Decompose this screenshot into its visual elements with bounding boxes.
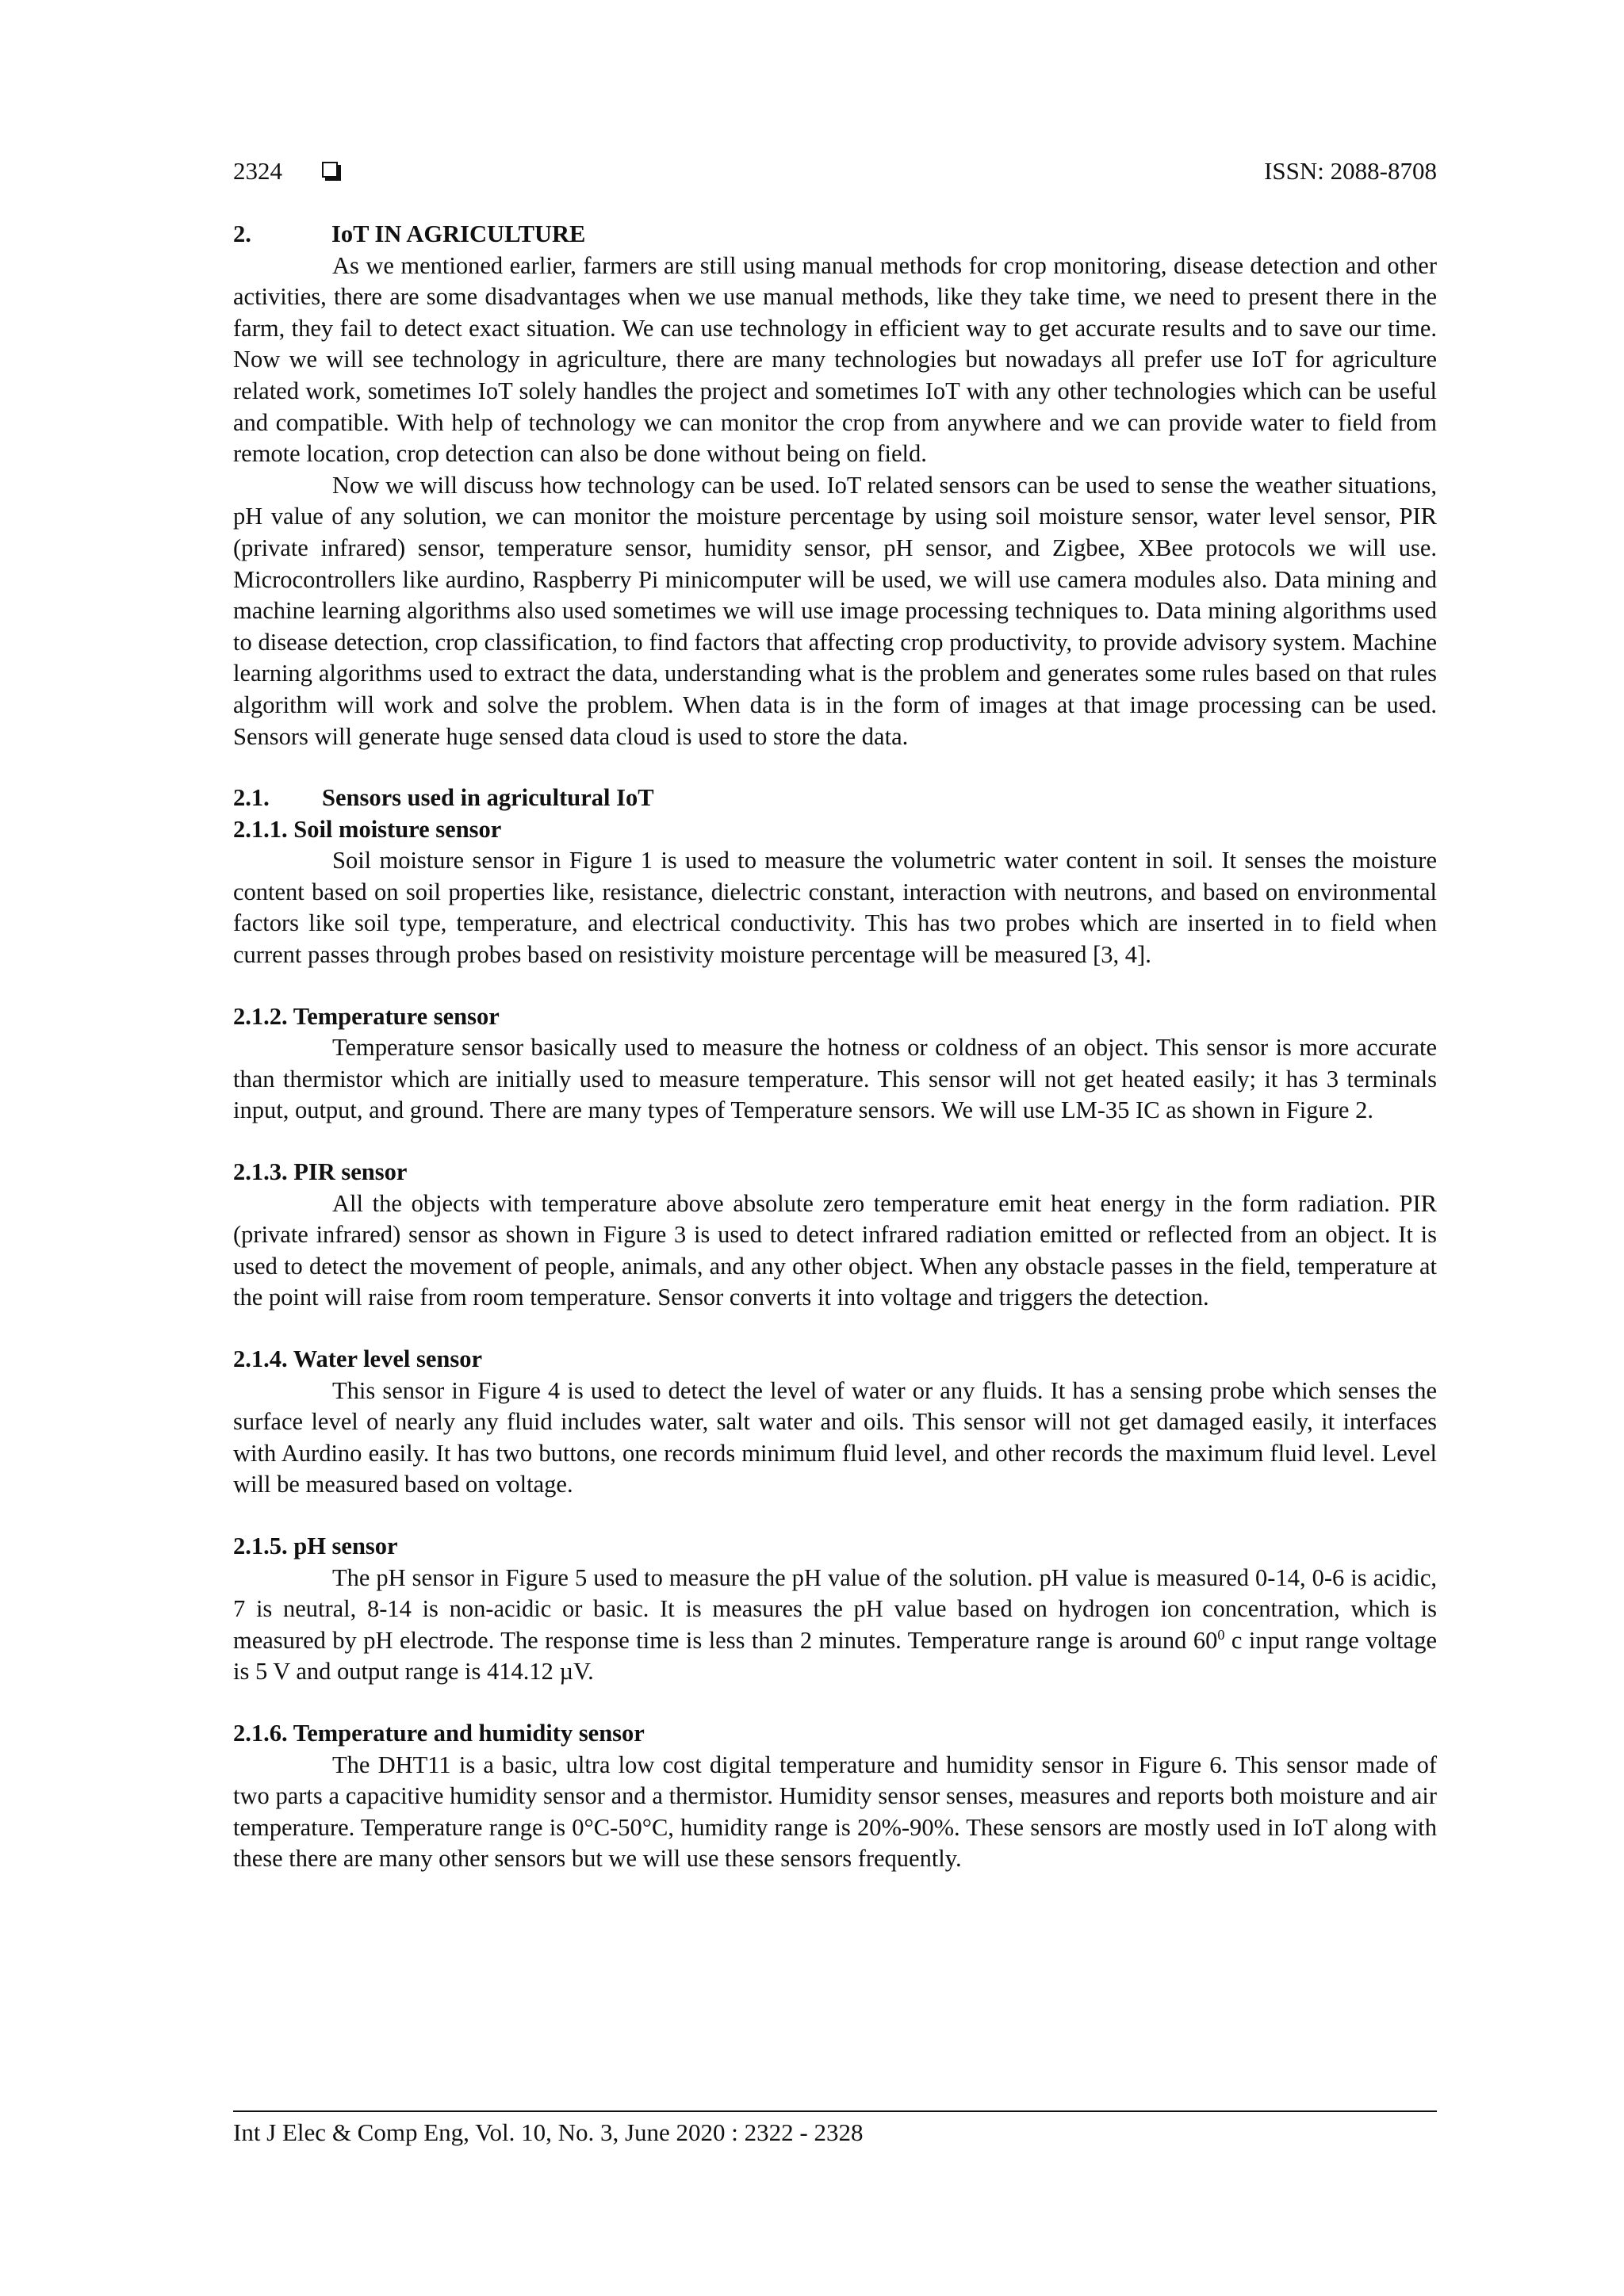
paragraph-temperature: Temperature sensor basically used to measure the hotness or coldness of an object. This sensor is more accurate than thermistor which are initially used to measure temperature. This sensor will not get heated easily; it has 3 terminals input, output, and ground. There are many types of Temperature sensors. We will use LM-35 IC as shown in Figure 2.	[233, 1034, 1437, 1124]
heading-pir-sensor: 2.1.3. PIR sensor	[233, 1158, 408, 1186]
heading-soil-moisture-sensor: 2.1.1. Soil moisture sensor	[233, 815, 502, 843]
subsection-title: Sensors used in agricultural IoT	[322, 784, 654, 812]
paragraph-temp-humidity: The DHT11 is a basic, ultra low cost digital temperature and humidity sensor in Figure 6. This sensor made of two parts a capacitive humidity sensor and a thermistor. Humidity sensor senses, measures and reports both moisture and air temperature. Temperature range is 0°C-50°C, humidity range is 20%-90%. These sensors are mostly used in IoT along with these there are many other sensors but we will use these sensors frequently.	[233, 1751, 1437, 1873]
page-number: 2324	[233, 157, 282, 185]
square-bullet-icon	[322, 162, 338, 178]
paragraph-pir: All the objects with temperature above absolute zero temperature emit heat energy in the form radiation. PIR (private infrared) sensor as shown in Figure 3 is used to detect infrared radiation emitted or reflected from an object. It is used to detect the movement of people, animals, and any other object. When any obstacle passes in the field, temperature at the point will raise from room temperature. Sensor converts it into voltage and triggers the detection.	[233, 1189, 1437, 1311]
page-header	[233, 152, 1437, 190]
section-title: IoT IN AGRICULTURE	[331, 220, 586, 247]
degree-superscript: 0	[1217, 1626, 1225, 1643]
heading-temp-humidity-sensor: 2.1.6. Temperature and humidity sensor	[233, 1719, 645, 1747]
article-body	[233, 219, 1437, 1875]
ph-text-a: The pH sensor in Figure 5 used to measure the pH value of the solution. pH value is measured 0-14, 0-6 is acidic, 7 is neutral, 8-14 is non-acidic or basic. It is measures the pH value based on hydrogen ion concentration, which is measured by pH electrode. The response time is less than 2 minutes. Temperature range is around 60	[233, 1563, 1437, 1654]
paragraph-ph	[233, 1563, 1437, 1688]
paragraph-intro-2: Now we will discuss how technology can be used. IoT related sensors can be used to sense the weather situations, pH value of any solution, we can monitor the moisture percentage by using soil moisture sensor, water level sensor, PIR (private infrared) sensor, temperature sensor, humidity sensor, pH sensor, and Zigbee, XBee protocols we will use. Microcontrollers like aurdino, Raspberry Pi minicomputer will be used, we will use camera modules also. Data mining and machine learning algorithms also used sometimes we will use image processing techniques to. Data mining algorithms used to disease detection, crop classification, to find factors that affecting crop productivity, to provide advisory system. Machine learning algorithms used to extract the data, understanding what is the problem and generates some rules based on that rules algorithm will work and solve the problem. When data is in the form of images at that image processing can be used. Sensors will generate huge sensed data cloud is used to store the data.	[233, 471, 1437, 750]
paragraph-intro-1: As we mentioned earlier, farmers are still using manual methods for crop monitoring, disease detection and other activities, there are some disadvantages when we use manual methods, like they take time, we need to present there in the farm, they fail to detect exact situation. We can use technology in efficient way to get accurate results and to save our time. Now we will see technology in agriculture, there are many technologies but nowadays all prefer use IoT for agriculture related work, sometimes IoT solely handles the project and sometimes IoT with any other technologies which can be useful and compatible. With help of technology we can monitor the crop from anywhere and we can provide water to field from remote location, crop detection can also be done without being on field.	[233, 251, 1437, 468]
ph-text-b: c input range voltage is 5 V and output range is 414.12 µV.	[233, 1626, 1437, 1686]
heading-temperature-sensor: 2.1.2. Temperature sensor	[233, 1002, 500, 1030]
section-heading-2-1	[233, 783, 1437, 814]
issn-label: ISSN: 2088-8708	[1264, 157, 1437, 185]
footer-citation: Int J Elec & Comp Eng, Vol. 10, No. 3, June 2020 : 2322 - 2328	[233, 2118, 864, 2146]
heading-water-level-sensor: 2.1.4. Water level sensor	[233, 1345, 482, 1372]
paragraph-water-level: This sensor in Figure 4 is used to detect the level of water or any fluids. It has a sensing probe which senses the surface level of nearly any fluid includes water, salt water and oils. This sensor will not get damaged easily, it interfaces with Aurdino easily. It has two buttons, one records minimum fluid level, and other records the maximum fluid level. Level will be measured based on voltage.	[233, 1376, 1437, 1498]
subsection-number: 2.1.	[233, 784, 270, 812]
footer-divider	[233, 2110, 1437, 2112]
section-number: 2.	[233, 220, 251, 247]
paragraph-soil-moisture: Soil moisture sensor in Figure 1 is used to measure the volumetric water content in soil. It senses the moisture content based on soil properties like, resistance, dielectric constant, interaction with neutrons, and based on environmental factors like soil type, temperature, and electrical conductivity. This has two probes which are inserted in to field when current passes through probes based on resistivity moisture percentage will be measured [3, 4].	[233, 847, 1437, 969]
section-heading-2	[233, 219, 1437, 251]
heading-ph-sensor: 2.1.5. pH sensor	[233, 1532, 398, 1559]
